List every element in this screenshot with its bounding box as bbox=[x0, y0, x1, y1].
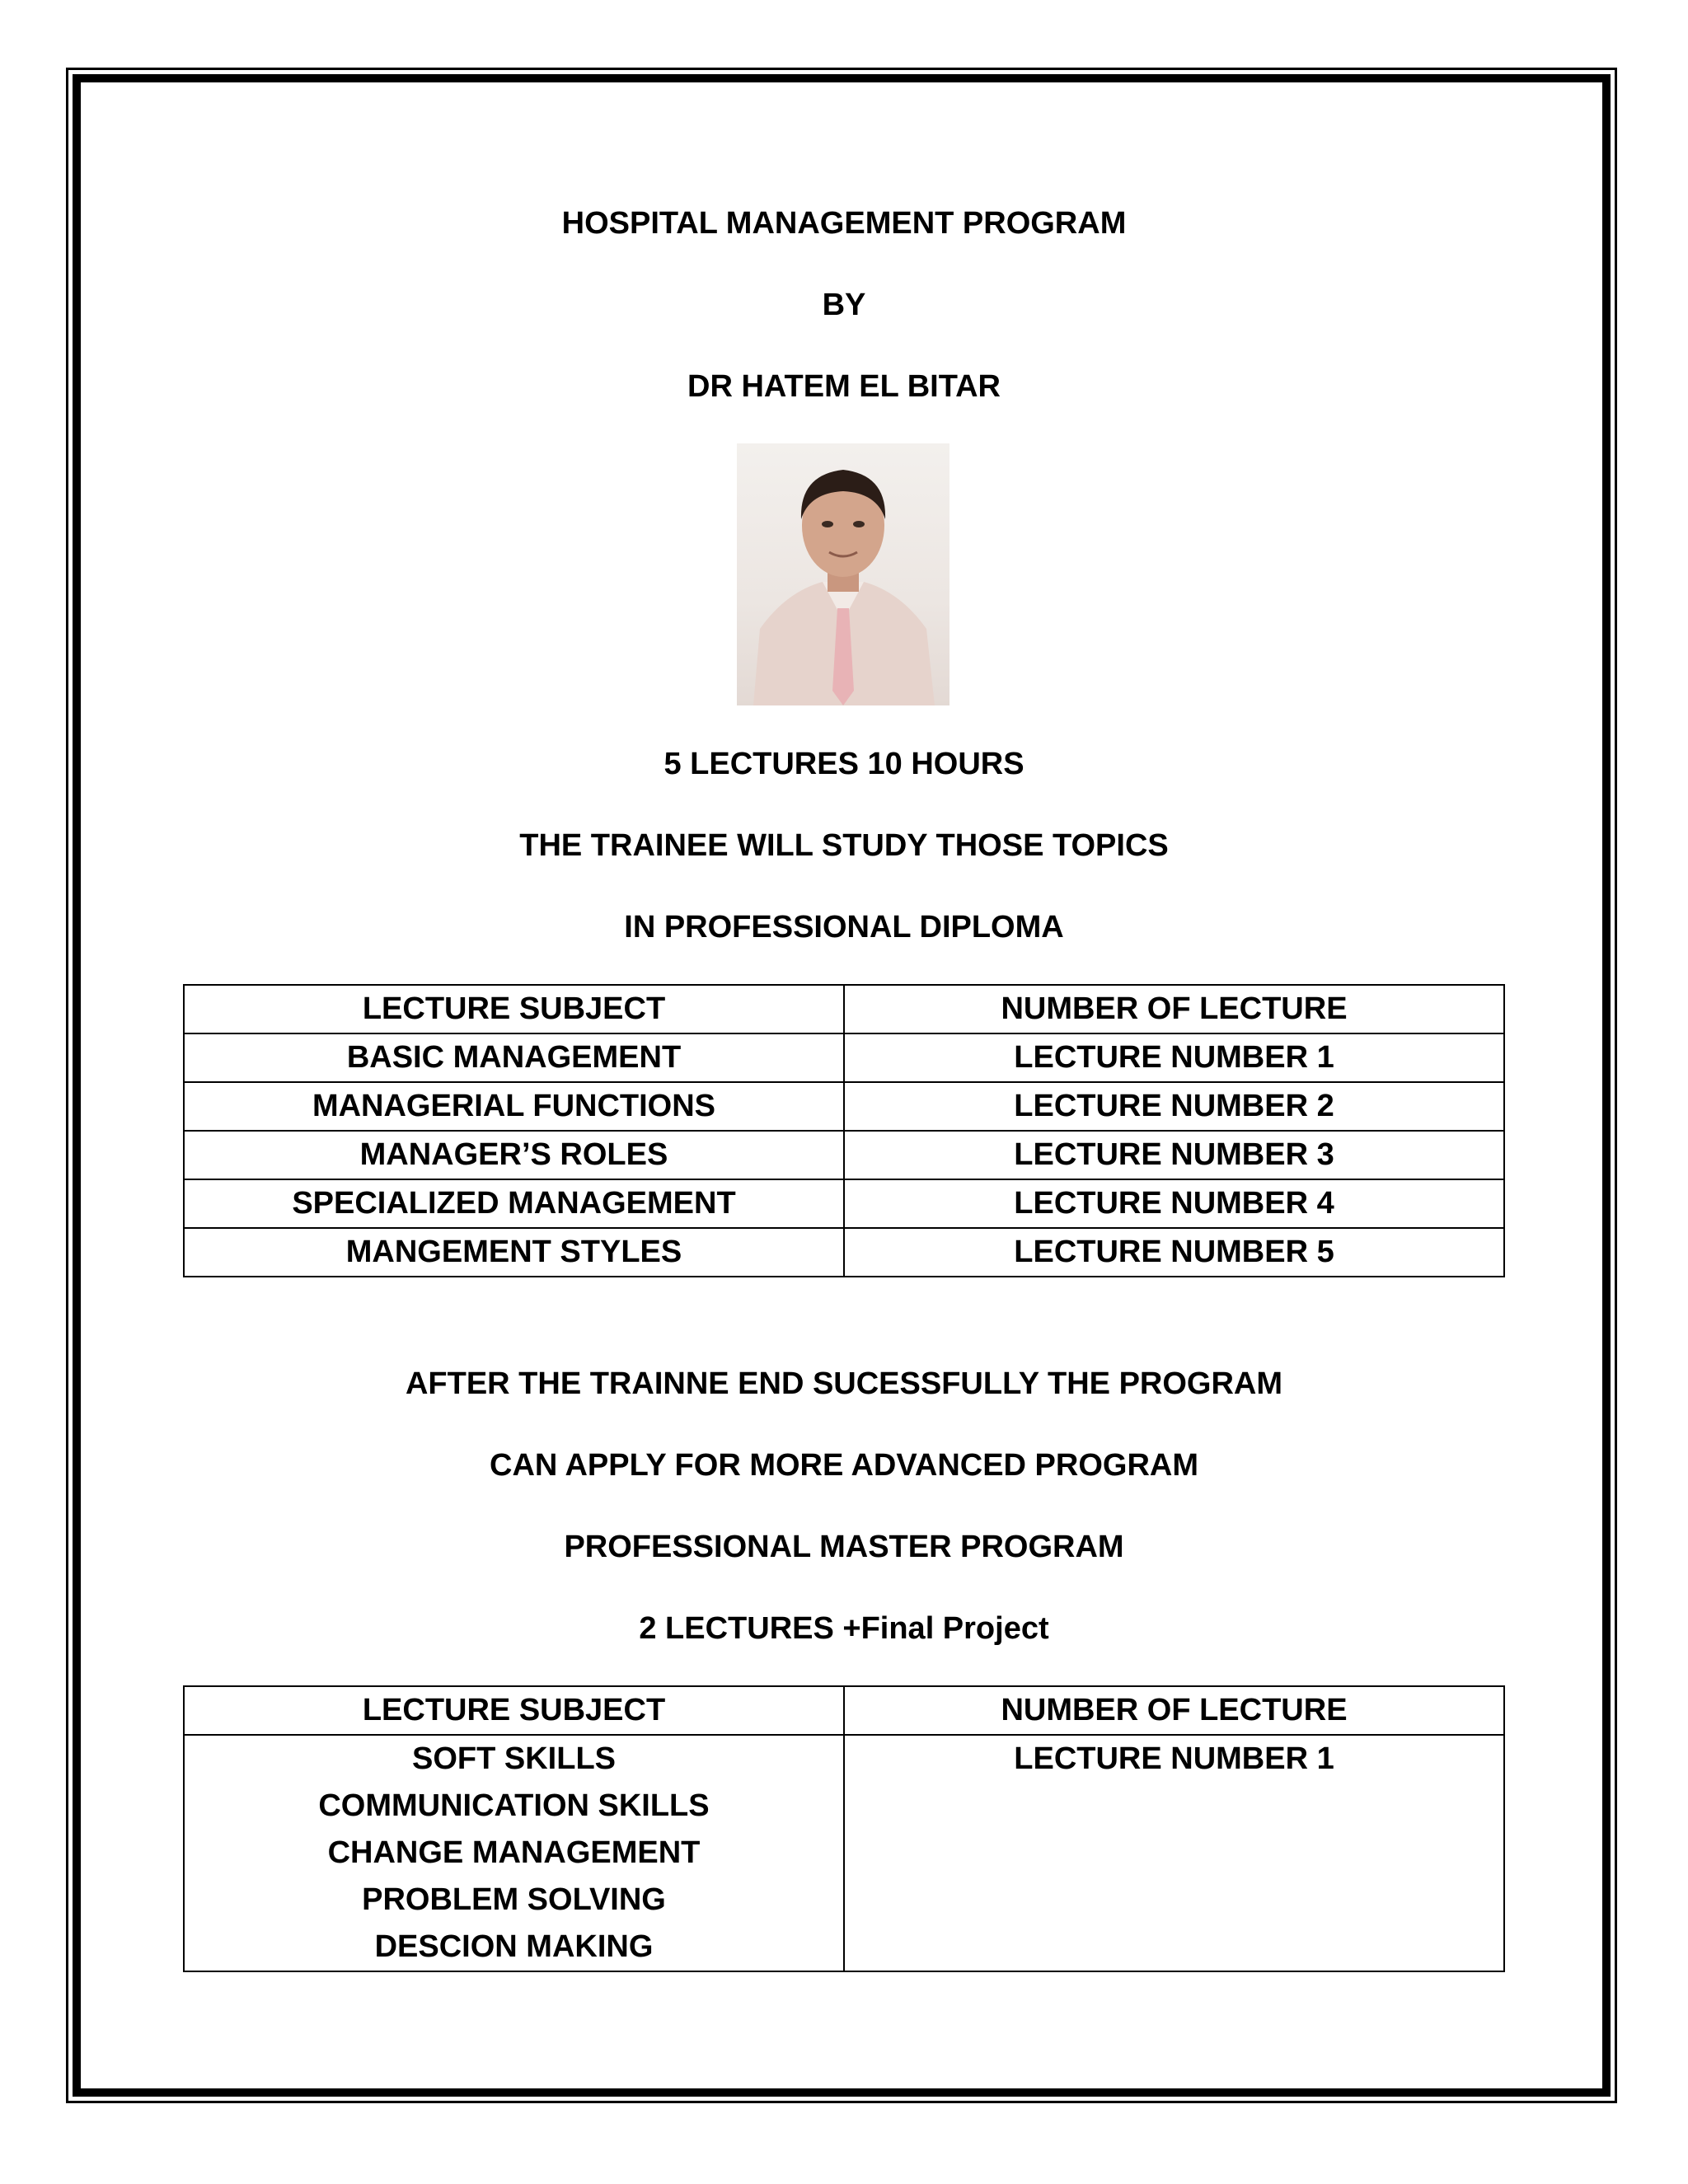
subject-line: COMMUNICATION SKILLS bbox=[318, 1788, 710, 1823]
master-program-title: PROFESSIONAL MASTER PROGRAM bbox=[564, 1530, 1124, 1564]
table-row bbox=[184, 1033, 1504, 1082]
column-header-number: NUMBER OF LECTURE bbox=[844, 985, 1504, 1033]
table-row bbox=[184, 1131, 1504, 1179]
lecture-number-cell: LECTURE NUMBER 4 bbox=[844, 1179, 1504, 1228]
lecture-number-cell: LECTURE NUMBER 5 bbox=[844, 1228, 1504, 1277]
lecture-subject-cell: SPECIALIZED MANAGEMENT bbox=[184, 1179, 844, 1228]
intro-line-2: IN PROFESSIONAL DIPLOMA bbox=[624, 910, 1064, 944]
column-header-subject: LECTURE SUBJECT bbox=[184, 985, 844, 1033]
diploma-lecture-table bbox=[183, 984, 1505, 1277]
column-header-subject: LECTURE SUBJECT bbox=[184, 1686, 844, 1735]
after-line-1: AFTER THE TRAINNE END SUCESSFULLY THE PROGRAM bbox=[405, 1366, 1283, 1401]
table-header-row bbox=[184, 985, 1504, 1033]
after-line-2: CAN APPLY FOR MORE ADVANCED PROGRAM bbox=[490, 1448, 1198, 1483]
program-duration: 5 LECTURES 10 HOURS bbox=[663, 747, 1025, 781]
column-header-number: NUMBER OF LECTURE bbox=[844, 1686, 1504, 1735]
subject-line: SOFT SKILLS bbox=[412, 1741, 616, 1776]
subject-line: DESCION MAKING bbox=[374, 1929, 654, 1964]
lecture-subject-cell: MANAGERIAL FUNCTIONS bbox=[184, 1082, 844, 1131]
author-photo bbox=[737, 443, 950, 705]
master-program-duration: 2 LECTURES +Final Project bbox=[639, 1611, 1049, 1646]
by-label: BY bbox=[822, 288, 866, 322]
table-row bbox=[184, 1228, 1504, 1277]
table-row bbox=[184, 1179, 1504, 1228]
intro-line-1: THE TRAINEE WILL STUDY THOSE TOPICS bbox=[519, 828, 1169, 863]
master-lecture-table bbox=[183, 1685, 1505, 1972]
program-title: HOSPITAL MANAGEMENT PROGRAM bbox=[561, 206, 1127, 241]
table-header-row bbox=[184, 1686, 1504, 1735]
lecture-number-cell: LECTURE NUMBER 1 bbox=[844, 1033, 1504, 1082]
author-name: DR HATEM EL BITAR bbox=[687, 369, 1001, 404]
lecture-number-cell: LECTURE NUMBER 2 bbox=[844, 1082, 1504, 1131]
lecture-number-cell: LECTURE NUMBER 3 bbox=[844, 1131, 1504, 1179]
lecture-number-cell: LECTURE NUMBER 1 bbox=[844, 1735, 1504, 1971]
lecture-subject-cell bbox=[184, 1735, 844, 1971]
lecture-subject-cell: MANAGER’S ROLES bbox=[184, 1131, 844, 1179]
table-row bbox=[184, 1735, 1504, 1971]
lecture-subject-cell: MANGEMENT STYLES bbox=[184, 1228, 844, 1277]
lecture-subject-cell: BASIC MANAGEMENT bbox=[184, 1033, 844, 1082]
subject-line: PROBLEM SOLVING bbox=[362, 1882, 666, 1917]
table-row bbox=[184, 1082, 1504, 1131]
subject-line: CHANGE MANAGEMENT bbox=[327, 1835, 701, 1870]
